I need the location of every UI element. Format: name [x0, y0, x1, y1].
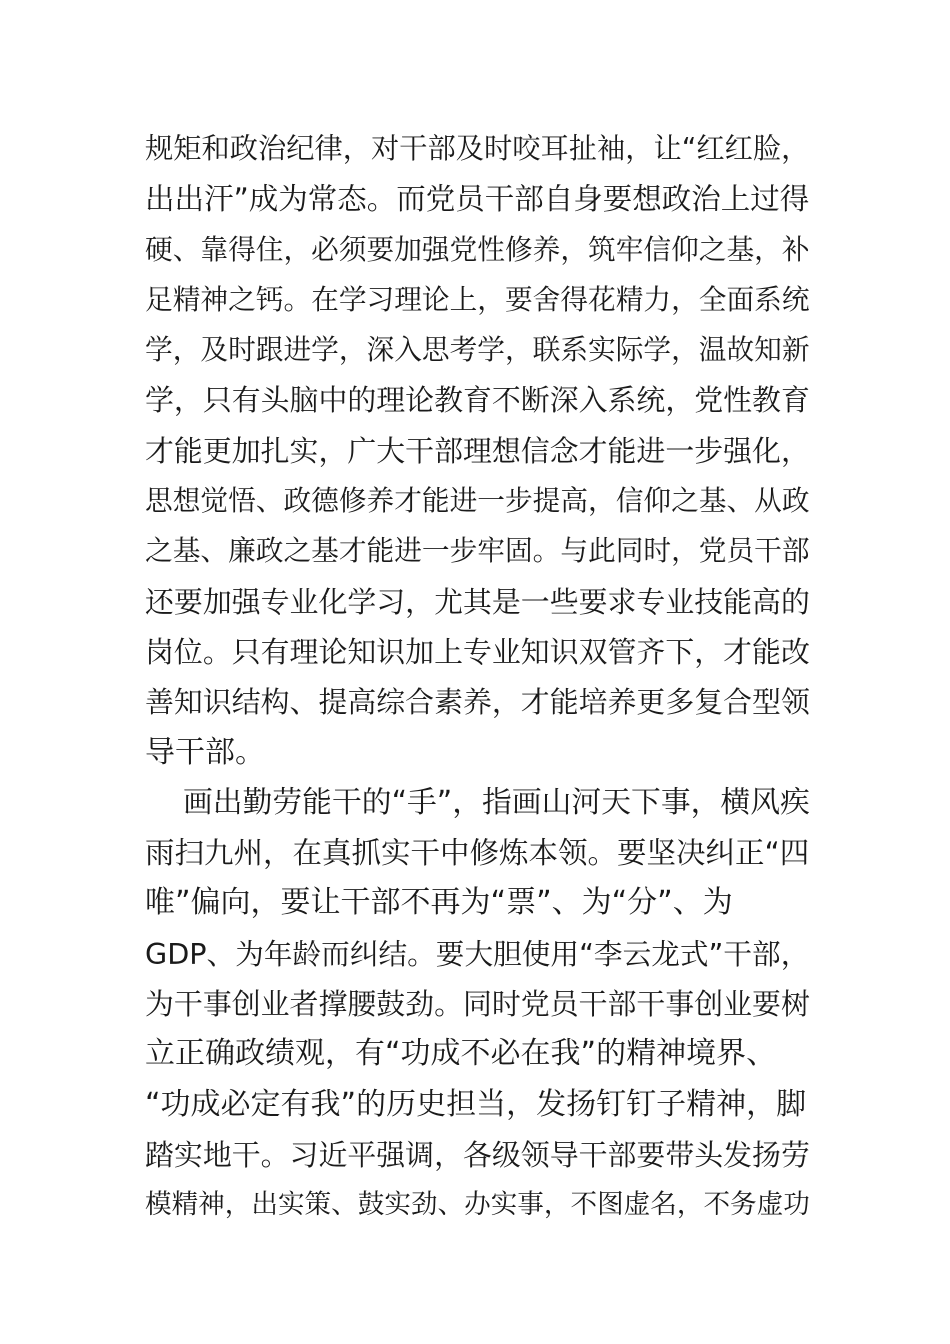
text-line: 岗位。只有理论知识加上专业知识双管齐下，才能改 [145, 634, 810, 669]
text-line: 善知识结构、提高综合素养，才能培养更多复合型领 [145, 685, 810, 720]
paragraph-start-line: 画出勤劳能干的“手”，指画山河天下事，横风疾 [183, 784, 810, 820]
text-line: 思想觉悟、政德修养才能进一步提高，信仰之基、从政 [145, 484, 810, 518]
text-line: “功成必定有我”的历史担当，发扬钉钉子精神，脚 [145, 1086, 807, 1122]
body-text [145, 124, 810, 1231]
text-line: 模精神，出实策、鼓实劲、办实事，不图虚名，不务虚功 [145, 1189, 810, 1221]
text-line: 为干事创业者撑腰鼓劲。同时党员干部干事创业要树 [145, 987, 810, 1022]
text-line: 硬、靠得住，必须要加强党性修养，筑牢信仰之基，补 [145, 232, 810, 266]
text-line: 出出汗”成为常态。而党员干部自身要想政治上过得 [145, 182, 810, 217]
text-line: 学，只有头脑中的理论教育不断深入系统，党性教育 [145, 383, 810, 418]
text-line: 唯”偏向，要让干部不再为“票”、为“分”、为 [145, 885, 733, 921]
text-line: 才能更加扎实，广大干部理想信念才能进一步强化， [145, 433, 810, 468]
text-line: 立正确政绩观，有“功成不必在我”的精神境界、 [145, 1036, 777, 1072]
text-line: 雨扫九州，在真抓实干中修炼本领。要坚决纠正“四 [145, 836, 810, 871]
text-line: 踏实地干。习近平强调，各级领导干部要带头发扬劳 [145, 1137, 810, 1172]
text-line: 之基、廉政之基才能进一步牢固。与此同时，党员干部 [145, 534, 810, 568]
text-line: 规矩和政治纪律，对干部及时咬耳扯袖，让“红红脸， [145, 132, 810, 165]
text-line: 导干部。 [145, 734, 265, 770]
text-line: 学，及时跟进学，深入思考学，联系实际学，温故知新 [145, 333, 810, 367]
text-line: GDP、为年龄而纠结。要大胆使用“李云龙式”干部， [145, 936, 810, 971]
text-line: 还要加强专业化学习，尤其是一些要求专业技能高的 [145, 584, 810, 619]
text-line: 足精神之钙。在学习理论上，要舍得花精力，全面系统 [145, 282, 810, 316]
